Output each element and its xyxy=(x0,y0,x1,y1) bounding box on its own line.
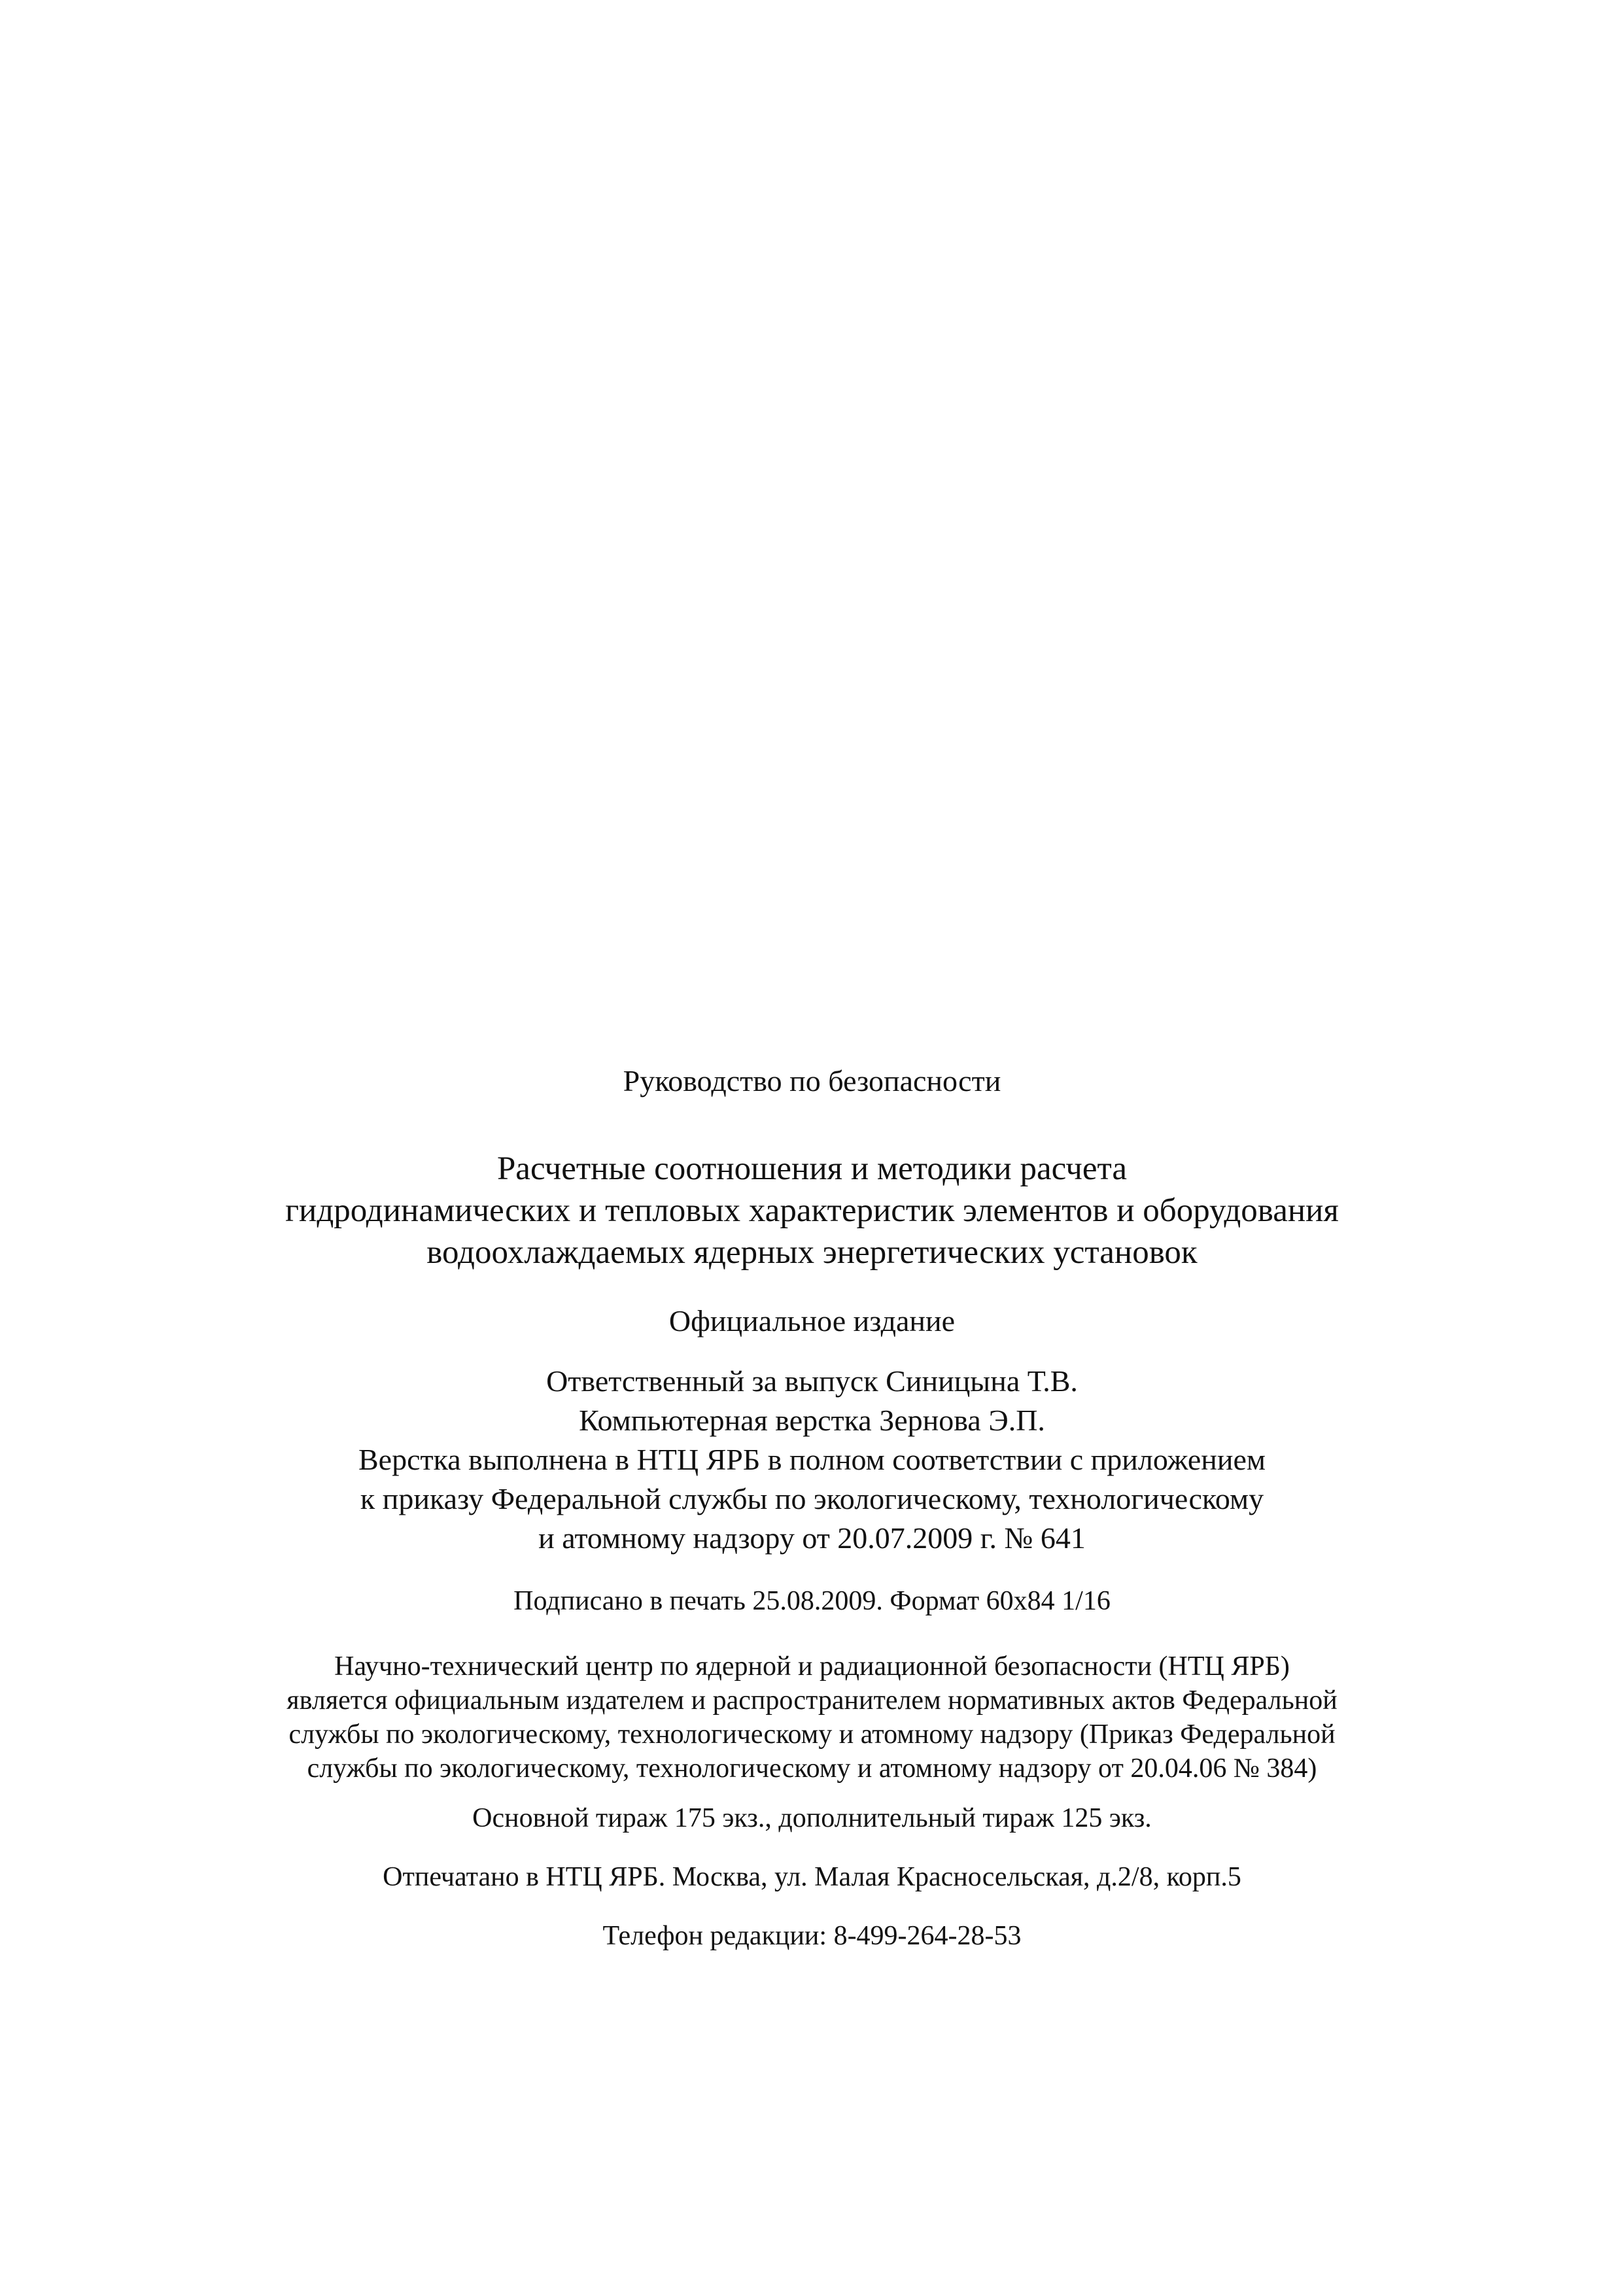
circulation-note xyxy=(0,1800,1624,1837)
publisher-line: является официальным издателем и распространителем нормативных актов Федеральной xyxy=(286,1685,1338,1716)
title-line: водоохлаждаемых ядерных энергетических установок xyxy=(426,1234,1198,1271)
credits-line: к приказу Федеральной службы по экологическому, технологическому xyxy=(360,1482,1264,1515)
credits-line: Верстка выполнена в НТЦ ЯРБ в полном соответствии с приложением xyxy=(358,1443,1266,1476)
publisher-line: службы по экологическому, технологическому и атомному надзору от 20.04.06 № 384) xyxy=(307,1753,1317,1784)
editorial-phone xyxy=(0,1918,1624,1954)
print-signoff xyxy=(0,1583,1624,1619)
edition-note xyxy=(0,1302,1624,1341)
document-title xyxy=(0,1148,1624,1273)
credits-line: Ответственный за выпуск Синицына Т.В. xyxy=(546,1364,1078,1398)
publisher-line: службы по экологическому, технологическому и атомному надзору (Приказ Федеральной xyxy=(288,1719,1336,1750)
publisher-block xyxy=(0,1649,1624,1786)
title-line: Расчетные соотношения и методики расчета xyxy=(496,1150,1128,1187)
edition-label: Официальное издание xyxy=(668,1304,956,1337)
circulation-line: Основной тираж 175 экз., дополнительный тираж 125 экз. xyxy=(472,1803,1152,1833)
document-series xyxy=(0,1061,1624,1101)
signed-line: Подписано в печать 25.08.2009. Формат 60х84 1/16 xyxy=(513,1586,1111,1616)
phone-line: Телефон редакции: 8-499-264-28-53 xyxy=(602,1921,1022,1951)
printed-line: Отпечатано в НТЦ ЯРБ. Москва, ул. Малая Красносельская, д.2/8, корп.5 xyxy=(383,1862,1241,1892)
credits-block xyxy=(0,1362,1624,1558)
series-label: Руководство по безопасности xyxy=(623,1064,1001,1097)
title-line: гидродинамических и тепловых характеристик элементов и оборудования xyxy=(285,1192,1339,1229)
printer-address xyxy=(0,1859,1624,1895)
publisher-line: Научно-технический центр по ядерной и радиационной безопасности (НТЦ ЯРБ) xyxy=(334,1651,1290,1682)
credits-line: и атомному надзору от 20.07.2009 г. № 641 xyxy=(538,1521,1086,1555)
credits-line: Компьютерная верстка Зернова Э.П. xyxy=(579,1404,1045,1437)
